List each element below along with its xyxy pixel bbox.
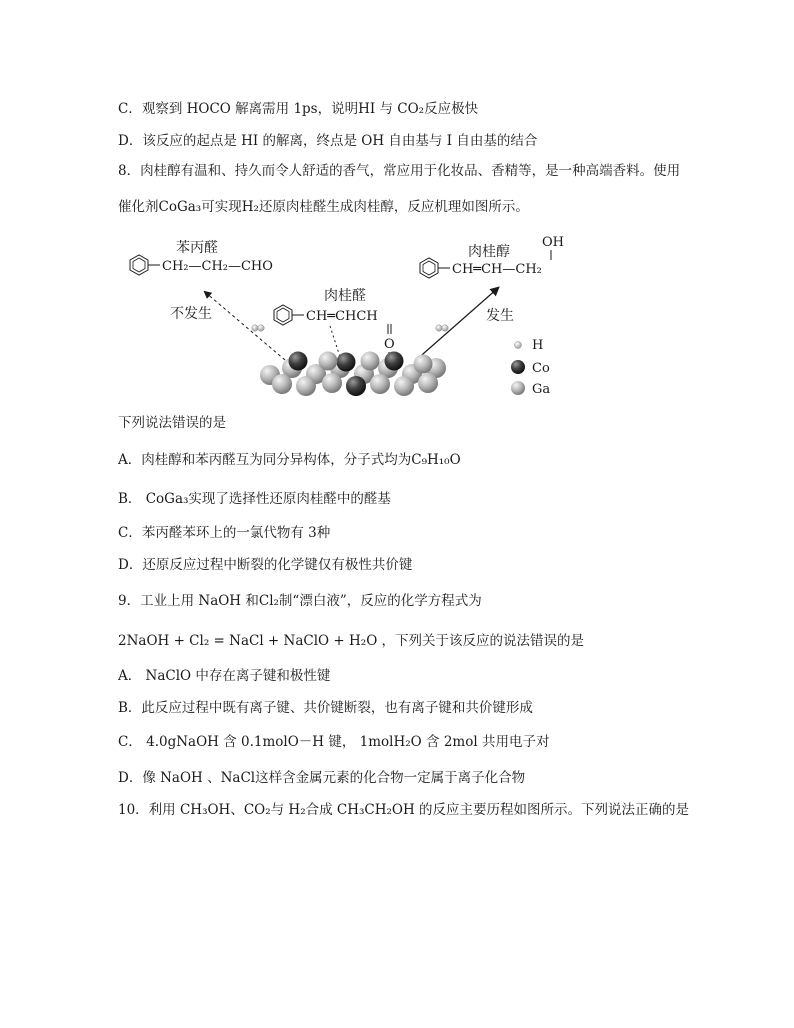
label-not-occur: 不发生 (170, 306, 212, 322)
h2-pair-left (252, 325, 264, 331)
q10-stem: 10．利用 CH₃OH、CO₂与 H₂合成 CH₃CH₂OH 的反应主要历程如图所示。下列说法正确的是 (118, 802, 690, 818)
label-occur: 发生 (486, 308, 514, 324)
formula-cinnamaldehyde: CH═CHCH (306, 309, 378, 324)
legend-ga-swatch (511, 381, 525, 395)
legend (511, 338, 550, 397)
formula-cinnamaldehyde-o: O (384, 337, 395, 352)
q8-option-b: B． CoGa₃实现了选择性还原肉桂醛中的醛基 (118, 491, 391, 507)
q9-option-b: B．此反应过程中既有离子键、共价键断裂，也有离子键和共价键形成 (118, 700, 533, 716)
label-cinnamaldehyde: 肉桂醛 (324, 288, 366, 304)
q8-stem-line2: 催化剂CoGa₃可实现H₂还原肉桂醛生成肉桂醇，反应机理如图所示。 (118, 199, 529, 215)
h2-pair-right (436, 325, 448, 331)
q9-option-d: D．像 NaOH 、NaCl这样含金属元素的化合物一定属于离子化合物 (118, 770, 526, 786)
benzene-ring-left (130, 255, 160, 275)
benzene-ring-right (420, 258, 450, 278)
q9-option-c: C． 4.0gNaOH 含 0.1molO－H 键， 1molH₂O 含 2mol 共用电子对 (118, 734, 550, 750)
q7-option-c: C．观察到 HOCO 解离需用 1ps，说明HI 与 CO₂反应极快 (118, 101, 479, 117)
q8-option-d: D．还原反应过程中断裂的化学键仅有极性共价键 (118, 557, 413, 573)
legend-h-label: H (532, 338, 544, 353)
label-phenylpropanal: 苯丙醛 (176, 240, 218, 256)
q8-prompt: 下列说法错误的是 (118, 415, 226, 431)
formula-phenylpropanal: CH₂—CH₂—CHO (162, 259, 273, 274)
dashed-arrow-not-occur (205, 292, 285, 360)
solid-arrow-occur (415, 288, 498, 361)
label-cinnamyl-alcohol: 肉桂醇 (468, 244, 510, 260)
q9-stem-line1: 9．工业上用 NaOH 和Cl₂制“漂白液”，反应的化学方程式为 (118, 593, 482, 609)
q9-stem-line2: 2NaOH + Cl₂ = NaCl + NaClO + H₂O ，下列关于该反应的说法错误的是 (118, 633, 585, 649)
q9-option-a: A． NaClO 中存在离子键和极性键 (118, 668, 331, 684)
benzene-ring-center (274, 305, 304, 325)
mechanism-diagram (110, 228, 590, 407)
legend-ga-label: Ga (532, 382, 551, 397)
legend-co-label: Co (532, 361, 550, 376)
q8-option-a: A．肉桂醇和苯丙醛互为同分异构体，分子式均为C₉H₁₀O (118, 452, 461, 468)
q8-option-c: C．苯丙醛苯环上的一氯代物有 3种 (118, 525, 331, 541)
formula-cinnamyl-alcohol: CH═CH—CH₂ (452, 262, 542, 277)
legend-h-swatch (515, 342, 522, 349)
cogacatalyst-surface (260, 352, 446, 397)
q8-stem-line1: 8．肉桂醇有温和、持久而令人舒适的香气，常应用于化妆品、香精等，是一种高端香料。使用 (118, 163, 681, 179)
formula-cinnamyl-oh: OH (542, 235, 564, 250)
q7-option-d: D．该反应的起点是 HI 的解离，终点是 OH 自由基与 I 自由基的结合 (118, 133, 538, 149)
legend-co-swatch (511, 360, 525, 374)
